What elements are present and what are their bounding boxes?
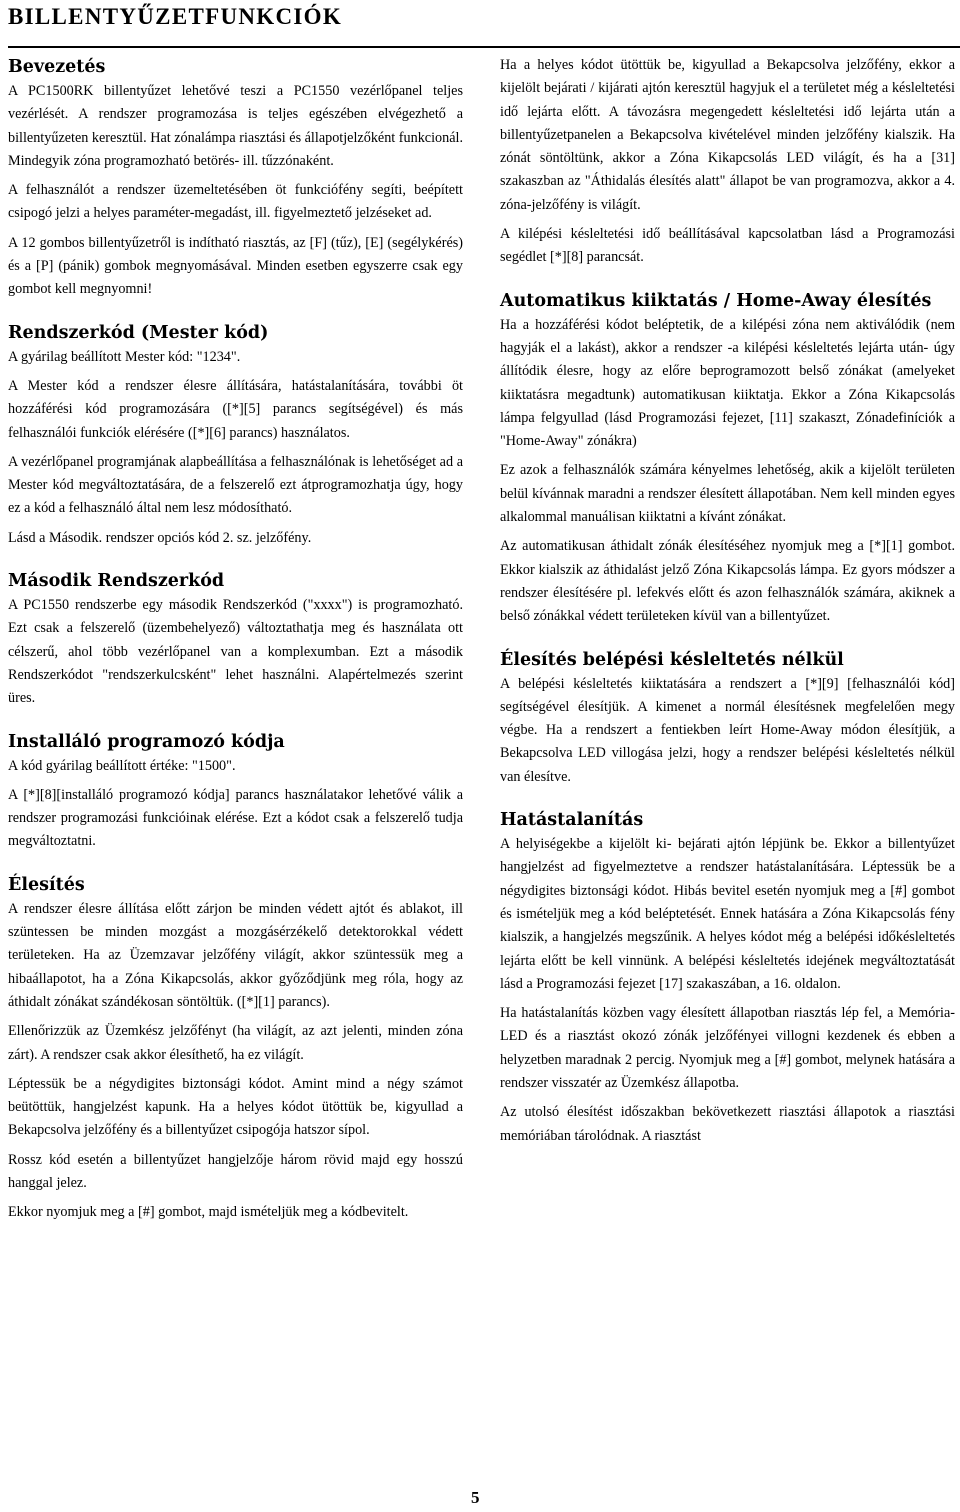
arming-paragraph: A rendszer élesre állítása előtt zárjon be minden védett ajtót és ablakot, ill szüntessen be minden mozgást a mozgásérzékelő detektorokkal védett területeken. Ha az Üzemzavar jelzőfény világít, akkor szüntessük meg a hibaállapotot, ha a Zóna Kikapcsolás, akkor győződjünk meg róla, hogy az áthidalt zónákat szándékosan söntöltük. ([*][1] parancs). [8,900,463,1010]
master-code-paragraph: Lásd a Második. rendszer opciós kód 2. sz. jelzőfény. [8,529,312,546]
no-entry-delay-heading: Élesítés belépési késleltetés nélkül [500,649,844,670]
installer-code-heading: Installáló programozó kódja [8,731,285,752]
master-code-paragraph: A gyárilag beállított Mester kód: "1234". [8,348,241,365]
disarming-paragraph: Ha hatástalanítás közben vagy élesített állapotban riasztás lép fel, a Memória-LED és a riasztást okozó zónák jelzőfényei villogni kezdenek és ebben a helyzetben maradnak 2 percig. Nyomjuk meg a [#] gombot, melynek hatására a rendszer visszatér az Üzemkész állapotba. [500,1005,955,1091]
auto-bypass-paragraph: Ha a hozzáférési kódot beléptetik, de a kilépési zóna nem aktiválódik (nem hagyják el a lakást), akkor a rendszer -a kilépési késleltetés lejárta után- úgy állítódik élesre, hogy az előre beprogramozott belső zónákat (amelyeket kiiktatásra megadtunk) automatikusan kiiktatja. Ekkor a Zóna Kikapcsolás lámpa felgyullad (lásd Programozási fejezet, [11] szakaszt, Zónadefiníciók a "Home-Away" zónákra) [500,316,955,450]
title-divider [8,46,960,48]
arming-paragraph: Rossz kód esetén a billentyűzet hangjelzője három rövid majd egy hosszú hanggal jelez. [8,1151,463,1191]
auto-bypass-heading: Automatikus kiiktatás / Home-Away élesítés [500,290,932,311]
arming-paragraph: Ellenőrizzük az Üzemkész jelzőfényt (ha világít, az azt jelenti, minden zóna zárt). A rendszer csak akkor élesíthető, ha ez világít. [8,1023,463,1063]
disarming-paragraph: Az utolsó élesítést időszakban bekövetkezett riasztási állapotok a riasztási memóriában tárolódnak. A riasztást [500,1104,955,1144]
auto-bypass-paragraph: Ez azok a felhasználók számára kényelmes lehetőség, akik a kijelölt területen belül kívánnak maradni a rendszer élesített állapotában. Nem kell minden egyes alkalommal manuálisan kiiktatni a kívánt zónákat. [500,462,955,526]
arming-paragraph: Ekkor nyomjuk meg a [#] gombot, majd ismételjük meg a kódbevitelt. [8,1204,409,1221]
master-code-paragraph: A Mester kód a rendszer élesre állítására, hatástalanítására, további öt hozzáférési kód programozására ([*][5] parancs segítségével) és más felhasználói funkciók elérésére ([*][6] parancs) használatos. [8,377,463,441]
page-title: BILLENTYŰZETFUNKCIÓK [8,4,343,29]
second-code-paragraph: A PC1550 rendszerbe egy második Rendszerkód ("xxxx") is programozható. Ezt csak a felszerelő (üzembehelyező) változtathatja meg és használata ott célszerű, ahol több vezérlőpanel van a komplexumban. Ezt a második Rendszerkódot "rendszerkulcsként" lehet használni. Alapértelmezés szerint üres. [8,597,463,707]
master-code-paragraph: A vezérlőpanel programjának alapbeállítása a felhasználónak is lehetőséget ad a Mester kód megváltoztatására, de a felszerelő ezt átprogramozhatja úgy, hogy ez a kód a felhasználó által nem lesz módosítható. [8,453,463,517]
arming-heading: Élesítés [8,874,85,895]
auto-bypass-paragraph: Az automatikusan áthidalt zónák élesítéséhez nyomjuk meg a [*][1] gombot. Ekkor kialszik az áthidalást jelző Zóna Kikapcsolás lámpa. Ez gyors módszer a rendszer élesítésére pl. lefekvés előtt és azon felhasználók számára, akiknek a belső zónákkal védett területeken kívül van a billentyűzet. [500,538,955,625]
intro-heading: Bevezetés [8,57,106,77]
arming-continued-paragraph: A kilépési késleltetési idő beállításával kapcsolatban lásd a Programozási segédlet [*][8] parancsát. [500,226,955,266]
arming-continued-paragraph: Ha a helyes kódot ütöttük be, kigyullad a Bekapcsolva jelzőfény, ekkor a kijelölt bejárati / kijárati ajtón keresztül hagyjuk el a területet még a késleltetési idő lejárta előtt. A távozásra megengedett késleltetési idő lejárta után a billentyűzetpanelen a Bekapcsolva kivételével minden jelzőfény kialszik. Ha zónát söntöltünk, akkor a Zóna Kikapcsolás LED világít, és ha a [31] szakaszban az "Áthidalás élesítés alatt" állapot be van programozva, akkor a 4. zóna-jelzőfény is világít. [500,57,955,213]
right-column [500,54,955,1154]
installer-code-paragraph: A [*][8][installáló programozó kódja] parancs használatakor lehetővé válik a rendszer programozási funkcióinak elérése. Ezt a kódot csak a felszerelő tudja megváltoztatni. [8,786,463,850]
arming-paragraph: Léptessük be a négydigites biztonsági kódot. Amint mind a négy számot beütöttük, hangjelzést kapunk. Ha a helyes kódot ütöttük be, kigyullad a Bekapcsolva jelzőfény és a billentyűzet csipogója hatszor sípol. [8,1075,463,1139]
disarming-heading: Hatástalanítás [500,810,644,831]
installer-code-paragraph: A kód gyárilag beállított értéke: "1500". [8,757,236,774]
no-entry-delay-paragraph: A belépési késleltetés kiiktatására a rendszert a [*][9] [felhasználói kód] segítségével élesítjük. A kimenet a normál élesítésnek megfelelően megy végbe. Ha a rendszert a fentiekben leírt Home-Away módon élesítjük, a Bekapcsolva LED villogása jelzi, hogy a rendszer belépési késleltetés nélkül van élesítve. [500,675,955,785]
disarming-paragraph: A helyiségekbe a kijelölt ki- bejárati ajtón lépjünk be. Ekkor a billentyűzet hangjelzést ad figyelmeztetve a rendszer hatástalanítására. Léptessük be a négydigites biztonsági kódot. Hibás bevitel esetén nyomjuk meg a [#] gombot és ismételjük meg a kód beléptetését. Ennek hatására a Zóna Kikapcsolás fény kialszik, a hangjelzés megszűnik. A helyes kódot még a belépési időkésleltetés lejárta előtt be kell vinnünk. A belépési késleltetés idejének megváltoztatását lásd a Programozási fejezet [17] szakaszában, a 16. oldalon. [500,836,955,992]
master-code-heading: Rendszerkód (Mester kód) [8,322,269,343]
second-code-heading: Második Rendszerkód [8,571,225,592]
intro-paragraph: A felhasználót a rendszer üzemeltetésében öt funkciófény segíti, beépített csipogó jelzi a helyes paraméter-megadást, ill. figyelmeztető jelzéseket ad. [8,182,463,222]
page-number: 5 [471,1488,480,1507]
left-column [8,54,463,1231]
intro-paragraph: A PC1500RK billentyűzet lehetővé teszi a PC1550 vezérlőpanel teljes vezérlését. A rendszer programozása is teljes egészében elvégezhető a billentyűzeten keresztül. Hat zónalámpa riasztási és állapotjelzőként funkcionál. Mindegyik zóna programozható betörés- ill. tűzzónaként. [8,83,464,169]
intro-paragraph: A 12 gombos billentyűzetről is indítható riasztás, az [F] (tűz), [E] (segélykérés) és a [P] (pánik) gombok megnyomásával. Minden esetben egyszerre csak egy gombot kell megnyomni! [8,234,463,298]
